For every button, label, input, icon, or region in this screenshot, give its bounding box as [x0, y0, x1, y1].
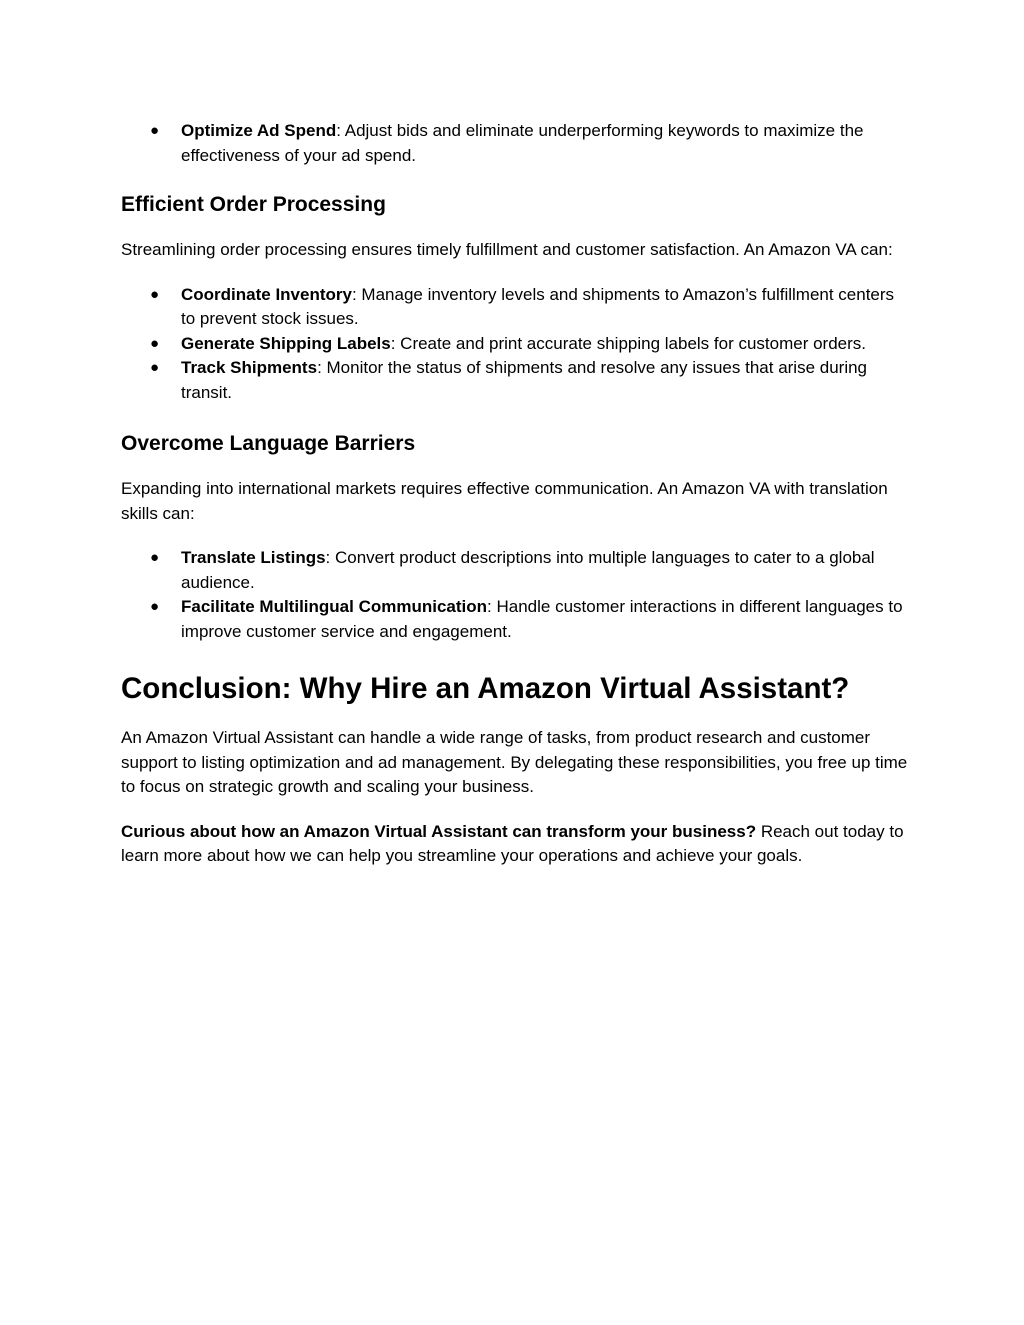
list-item-text: : Monitor the status of shipments and resolve any issues that arise during transit.: [181, 358, 868, 402]
list-item-text: : Manage inventory levels and shipments to Amazon’s fulfillment centers to prevent stock issues.: [181, 284, 895, 328]
conclusion-cta-bold: Curious about how an Amazon Virtual Assistant can transform your business?: [121, 821, 757, 841]
list-item-term: Optimize Ad Spend: [181, 121, 337, 140]
list-item-term: Generate Shipping Labels: [181, 333, 391, 353]
bullet-icon: ●: [150, 549, 160, 566]
list-item-text: : Adjust bids and eliminate underperforming keywords to maximize the effectiveness of your ad spend.: [181, 121, 864, 165]
section-intro-language-barriers: Expanding into international markets requires effective communication. An Amazon VA with translation skills can:: [121, 479, 888, 523]
bullet-icon: ●: [150, 598, 160, 615]
section-heading-language-barriers: Overcome Language Barriers: [121, 432, 416, 455]
list-item: [121, 332, 911, 357]
bullet-list-language-barriers: [121, 546, 911, 644]
conclusion-cta-text: Reach out today to learn more about how we can help you streamline your operations and achieve your goals.: [121, 821, 904, 865]
section-intro-order-processing: Streamlining order processing ensures timely fulfillment and customer satisfaction. An Amazon VA can:: [121, 240, 893, 259]
conclusion-cta: [121, 820, 911, 869]
list-item-term: Translate Listings: [181, 548, 326, 567]
list-item-text: : Handle customer interactions in different languages to improve customer service and engagement.: [181, 597, 903, 641]
section-heading-order-processing: Efficient Order Processing: [121, 193, 386, 216]
conclusion-heading: Conclusion: Why Hire an Amazon Virtual Assistant?: [121, 672, 850, 705]
list-item-term: Track Shipments: [181, 358, 318, 377]
list-item: [121, 595, 911, 644]
document-page: [121, 119, 911, 869]
bullet-icon: ●: [150, 122, 160, 139]
list-item-text: : Convert product descriptions into multiple languages to cater to a global audience.: [181, 548, 875, 592]
list-item: [121, 356, 911, 405]
list-item: [121, 546, 911, 595]
list-item: [121, 119, 911, 168]
list-item-term: Coordinate Inventory: [181, 284, 352, 304]
bullet-list-order-processing: [121, 283, 911, 406]
conclusion-paragraph: An Amazon Virtual Assistant can handle a wide range of tasks, from product research and customer support to listing optimization and ad management. By delegating these responsibilities, you free up time to focus on strategic growth and scaling your business.: [121, 728, 908, 796]
list-item: [121, 283, 911, 332]
bullet-icon: ●: [150, 334, 160, 352]
bullet-list-ad: [121, 119, 911, 168]
list-item-text: : Create and print accurate shipping labels for customer orders.: [390, 333, 867, 353]
bullet-icon: ●: [150, 359, 160, 376]
bullet-icon: ●: [150, 285, 160, 303]
list-item-term: Facilitate Multilingual Communication: [181, 597, 488, 616]
